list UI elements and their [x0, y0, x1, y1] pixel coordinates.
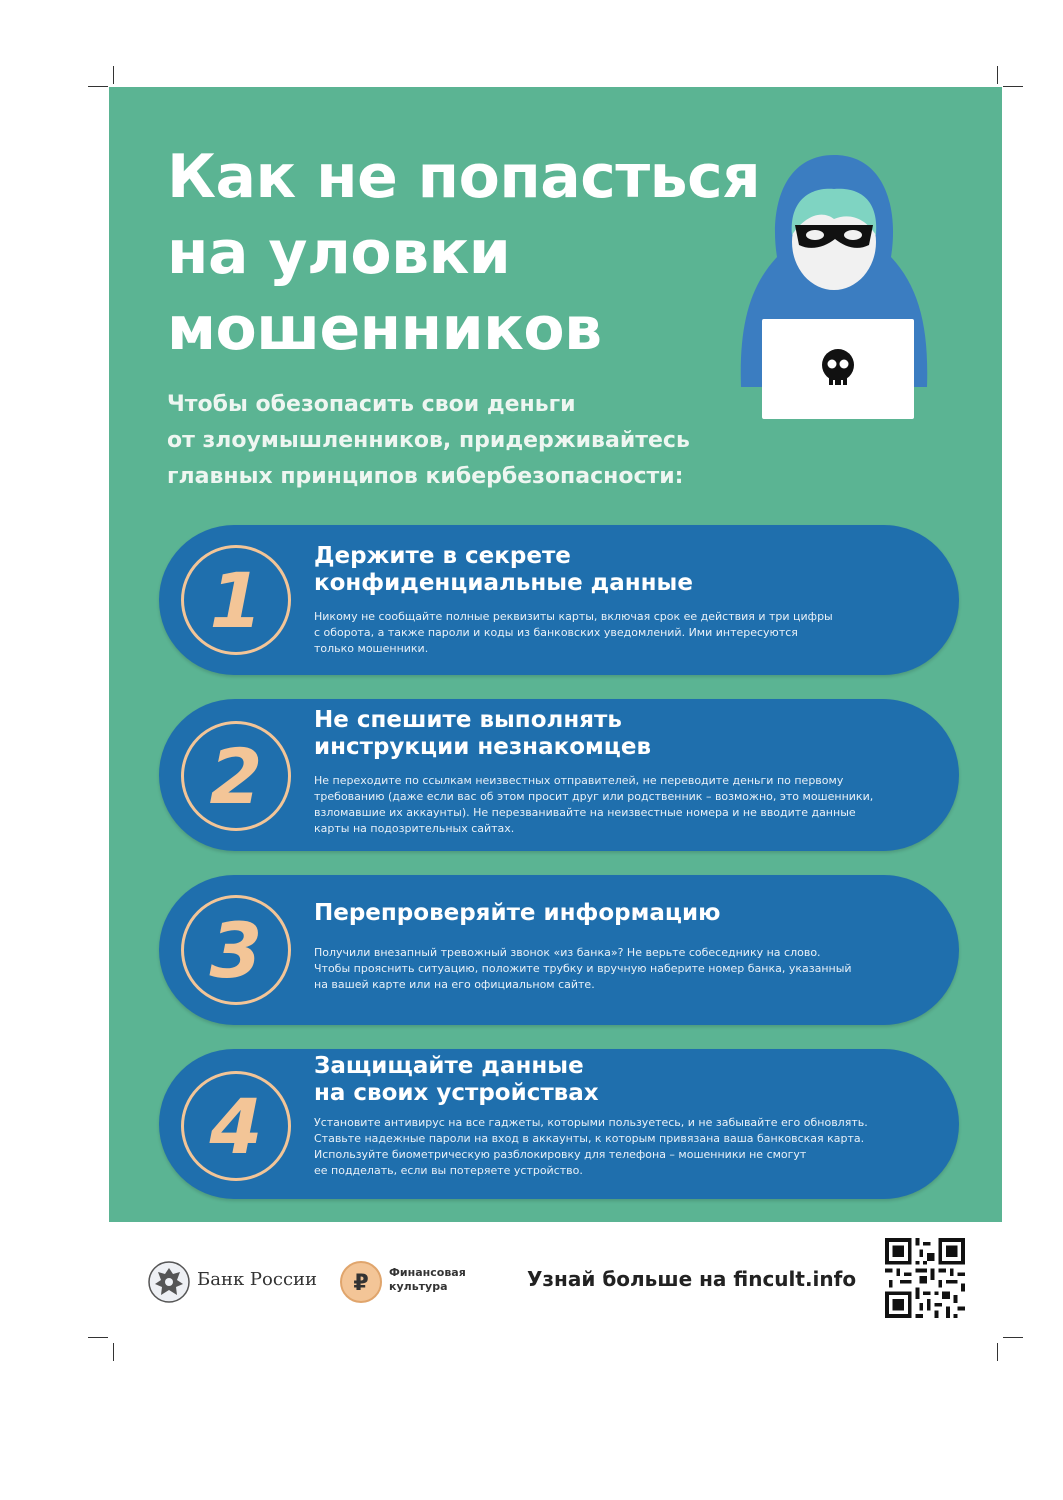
tip-title — [314, 707, 651, 761]
tip-title-line: Защищайте данные — [314, 1053, 584, 1079]
poster — [109, 87, 1002, 1222]
subtitle-line: главных принципов кибербезопасности: — [167, 464, 684, 489]
tip-text-line: с оборота, а также пароли и коды из банковских уведомлений. Ими интересуются — [314, 626, 798, 639]
tip-text-line: Не переходите по ссылкам неизвестных отправителей, не переводите деньги по первому — [314, 774, 844, 787]
tip-number: 2 — [209, 732, 263, 821]
tip-number-circle — [181, 545, 291, 655]
tip-title-line: инструкции незнакомцев — [314, 734, 652, 760]
page-title — [167, 139, 760, 367]
tip-title-line: Перепроверяйте информацию — [314, 900, 721, 926]
tip-title — [314, 900, 720, 927]
tip-text-line: только мошенники. — [314, 642, 429, 655]
tip-number: 4 — [209, 1082, 263, 1171]
tip-number: 3 — [209, 906, 263, 995]
crop-mark — [113, 66, 114, 84]
tip-text — [314, 945, 914, 993]
footer — [109, 1222, 1002, 1332]
fin-culture-line: культура — [389, 1280, 448, 1293]
tip-text — [314, 773, 914, 837]
title-line: на уловки — [167, 218, 511, 288]
tip-title-line: конфиденциальные данные — [314, 570, 693, 596]
tip-card-3 — [159, 875, 959, 1025]
tip-text-line: Используйте биометрическую разблокировку для телефона – мошенники не смогут — [314, 1148, 807, 1161]
crop-mark — [997, 1343, 998, 1361]
tip-text-line: взломавшие их аккаунты). Не перезванивайте на неизвестные номера и не вводите данные — [314, 806, 856, 819]
tip-number: 1 — [209, 556, 263, 645]
crop-mark — [88, 86, 108, 87]
eye-right — [844, 230, 862, 240]
tip-number-circle — [181, 895, 291, 1005]
subtitle — [167, 387, 690, 495]
bank-russia-emblem-icon — [147, 1260, 191, 1304]
crop-mark — [997, 66, 998, 84]
subtitle-line: от злоумышленников, придерживайтесь — [167, 428, 690, 453]
tip-text-line: Установите антивирус на все гаджеты, которыми пользуетесь, и не забывайте его обновлять. — [314, 1116, 868, 1129]
tip-text-line: ее подделать, если вы потеряете устройство. — [314, 1164, 583, 1177]
tip-title-line: на своих устройствах — [314, 1080, 599, 1106]
hacker-illustration — [729, 147, 939, 427]
tip-text — [314, 1115, 914, 1179]
tip-text-line: Ставьте надежные пароли на вход в аккаунты, к которым привязана ваша банковская карта. — [314, 1132, 865, 1145]
title-line: Как не попасться — [167, 142, 761, 212]
tip-text-line: карты на подозрительных сайтах. — [314, 822, 515, 835]
ruble-coin-icon — [339, 1260, 383, 1304]
tip-title-line: Держите в секрете — [314, 543, 571, 569]
tip-card-1 — [159, 525, 959, 675]
tip-text-line: Чтобы прояснить ситуацию, положите трубку и вручную наберите номер банка, указанный — [314, 962, 852, 975]
eye-left — [806, 230, 824, 240]
tip-text-line: требованию (даже если вас об этом просит друг или родственник – возможно, это мошенники, — [314, 790, 874, 803]
tip-text-line: Никому не сообщайте полные реквизиты карты, включая срок ее действия и три цифры — [314, 610, 833, 623]
fin-culture-line: Финансовая — [389, 1266, 466, 1279]
qr-code — [885, 1238, 965, 1318]
title-line: мошенников — [167, 294, 602, 364]
bank-name: Банк России — [197, 1269, 318, 1290]
subtitle-line: Чтобы обезопасить свои деньги — [167, 392, 576, 417]
tip-title — [314, 1053, 599, 1107]
tip-title-line: Не спешите выполнять — [314, 707, 622, 733]
tip-text — [314, 609, 914, 657]
tip-number-circle — [181, 1071, 291, 1181]
fin-culture-name — [389, 1266, 466, 1294]
crop-mark — [113, 1343, 114, 1361]
ruble-symbol: ₽ — [353, 1271, 369, 1296]
tip-card-4 — [159, 1049, 959, 1199]
tip-number-circle — [181, 721, 291, 831]
learn-more-text: Узнай больше на fincult.info — [527, 1267, 857, 1291]
tip-title — [314, 543, 693, 597]
tip-text-line: на вашей карте или на его официальном сайте. — [314, 978, 595, 991]
tip-text-line: Получили внезапный тревожный звонок «из банка»? Не верьте собеседнику на слово. — [314, 946, 821, 959]
tip-card-2 — [159, 699, 959, 851]
crop-mark — [1003, 86, 1023, 87]
crop-mark — [1003, 1337, 1023, 1338]
crop-mark — [88, 1337, 108, 1338]
